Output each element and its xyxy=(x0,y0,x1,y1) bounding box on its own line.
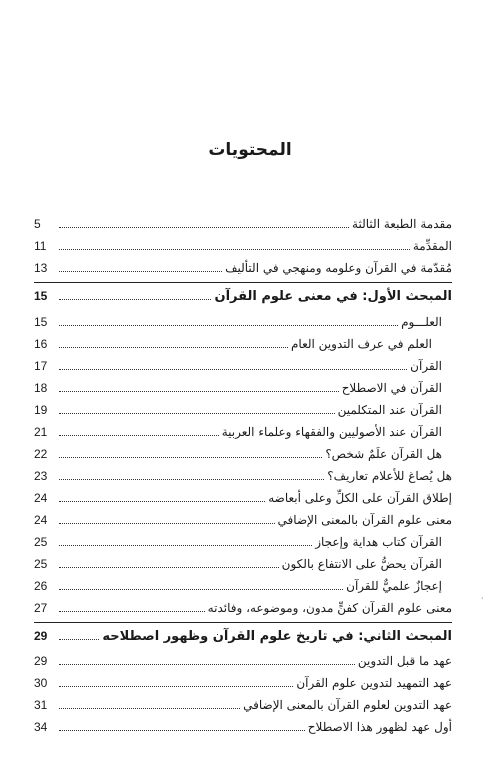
leader-dots xyxy=(59,685,293,687)
toc-entry-label: عهد التمهيد لتدوين علوم القرآن xyxy=(296,676,452,690)
toc-page-number: 22 xyxy=(34,447,48,461)
leader-dots xyxy=(59,544,312,546)
toc-entry-label: العلـــوم xyxy=(401,315,442,329)
toc-entry[interactable] xyxy=(34,599,452,617)
toc-page-number: 29 xyxy=(34,629,48,643)
toc-entry-label: القرآن في الاصطلاح xyxy=(341,381,442,395)
toc-entry[interactable] xyxy=(34,445,452,463)
toc-entry-label: القرآن كتاب هداية وإعجاز xyxy=(315,535,442,549)
toc-page-number: 23 xyxy=(34,469,48,483)
page-title: المحتويات xyxy=(208,140,292,160)
toc-page-number: 27 xyxy=(34,601,48,615)
toc-entry[interactable] xyxy=(34,237,452,255)
toc-entry[interactable] xyxy=(34,718,452,736)
toc-entry-label: عهد ما قبل التدوين xyxy=(357,654,452,668)
toc-entry-label: معنى علوم القرآن كفنٍّ مدون، وموضوعه، وفائدته xyxy=(207,601,452,615)
toc-page-number: 29 xyxy=(34,654,48,668)
toc-page-number: 31 xyxy=(34,698,48,712)
leader-dots xyxy=(59,663,355,665)
margin-mark: · xyxy=(481,594,484,603)
toc-entry-label: مُقدّمة في القرآن وعلومه ومنهجي في التأليف xyxy=(225,261,452,275)
toc-entry[interactable] xyxy=(34,401,452,419)
section-divider xyxy=(34,622,452,623)
toc-entry[interactable] xyxy=(34,215,452,233)
toc-page-number: 30 xyxy=(34,676,48,690)
leader-dots xyxy=(59,390,339,392)
toc-page-number: 34 xyxy=(34,720,48,734)
toc-entry[interactable] xyxy=(34,533,452,551)
toc-entry-label: إعجازٌ علميٌّ للقرآن xyxy=(346,579,442,593)
leader-dots xyxy=(59,610,205,612)
toc-section-heading[interactable] xyxy=(34,287,452,305)
toc-page-number: 21 xyxy=(34,425,48,439)
toc-entry-label: المقدِّمة xyxy=(412,239,452,253)
toc-page-number: 19 xyxy=(34,403,48,417)
toc-entry-label: القرآن يحضُّ على الانتفاع بالكون xyxy=(281,557,442,571)
toc-entry-label: عهد التدوين لعلوم القرآن بالمعنى الإضافي xyxy=(243,698,452,712)
leader-dots xyxy=(59,298,211,300)
toc-page-number: 13 xyxy=(34,261,48,275)
leader-dots xyxy=(59,588,343,590)
toc-page-number: 11 xyxy=(34,239,47,253)
leader-dots xyxy=(59,346,288,348)
toc-entry-label: هل يُصاغ للأعلام تعاريف؟ xyxy=(327,469,452,483)
leader-dots xyxy=(59,324,398,326)
leader-dots xyxy=(59,412,335,414)
toc-entry-label: معنى علوم القرآن بالمعنى الإضافي xyxy=(277,513,452,527)
toc-entry[interactable] xyxy=(34,335,452,353)
toc-entry[interactable] xyxy=(34,423,452,441)
toc-page-number: 16 xyxy=(34,337,48,351)
toc-entry[interactable] xyxy=(34,696,452,714)
leader-dots xyxy=(59,478,324,480)
toc-page-number: 15 xyxy=(34,289,48,303)
leader-dots xyxy=(59,226,349,228)
toc-entry-label: المبحث الثاني: في تاريخ علوم القرآن وظهور اصطلاحه xyxy=(102,628,452,644)
leader-dots xyxy=(59,434,219,436)
toc-entry-label: القرآن xyxy=(410,359,442,373)
toc-entry[interactable] xyxy=(34,652,452,670)
toc-entry-label: مقدمة الطبعة الثالثة xyxy=(352,217,452,231)
toc-entry[interactable] xyxy=(34,674,452,692)
toc-entry[interactable] xyxy=(34,489,452,507)
toc-entry[interactable] xyxy=(34,467,452,485)
leader-dots xyxy=(59,638,99,640)
toc-page-number: 24 xyxy=(34,513,48,527)
toc-page-number: 17 xyxy=(34,359,48,373)
leader-dots xyxy=(59,270,222,272)
toc-page-number: 15 xyxy=(34,315,48,329)
toc-entry-label: العلم في عرف التدوين العام xyxy=(291,337,432,351)
toc-page-number: 5 xyxy=(34,217,41,231)
toc-page-number: 26 xyxy=(34,579,48,593)
leader-dots xyxy=(59,368,407,370)
leader-dots xyxy=(59,522,275,524)
toc-page-number: 18 xyxy=(34,381,48,395)
leader-dots xyxy=(59,566,279,568)
toc-entry-label: إطلاق القرآن على الكلِّ وعلى أبعاضه xyxy=(268,491,452,505)
toc-entry-label: المبحث الأول: في معنى علوم القرآن xyxy=(214,288,452,304)
toc-page-number: 24 xyxy=(34,491,48,505)
leader-dots xyxy=(59,707,240,709)
toc-entry[interactable] xyxy=(34,511,452,529)
toc-page-number: 25 xyxy=(34,557,48,571)
toc-entry[interactable] xyxy=(34,357,452,375)
toc-entry-label: هل القرآن علَمٌ شخص؟ xyxy=(325,447,442,461)
toc-page-number: 25 xyxy=(34,535,48,549)
toc-entry[interactable] xyxy=(34,259,452,277)
leader-dots xyxy=(59,729,305,731)
toc-entry-label: القرآن عند الأصوليين والفقهاء وعلماء العربية xyxy=(221,425,442,439)
section-divider xyxy=(34,282,452,283)
toc-entry[interactable] xyxy=(34,577,452,595)
toc-section-heading[interactable] xyxy=(34,627,452,645)
leader-dots xyxy=(59,500,265,502)
toc-entry[interactable] xyxy=(34,313,452,331)
toc-entry-label: أول عهد لظهور هذا الاصطلاح xyxy=(307,720,452,734)
toc-entry[interactable] xyxy=(34,555,452,573)
leader-dots xyxy=(59,248,410,250)
toc-entry[interactable] xyxy=(34,379,452,397)
toc-entry-label: القرآن عند المتكلمين xyxy=(337,403,442,417)
leader-dots xyxy=(59,456,322,458)
